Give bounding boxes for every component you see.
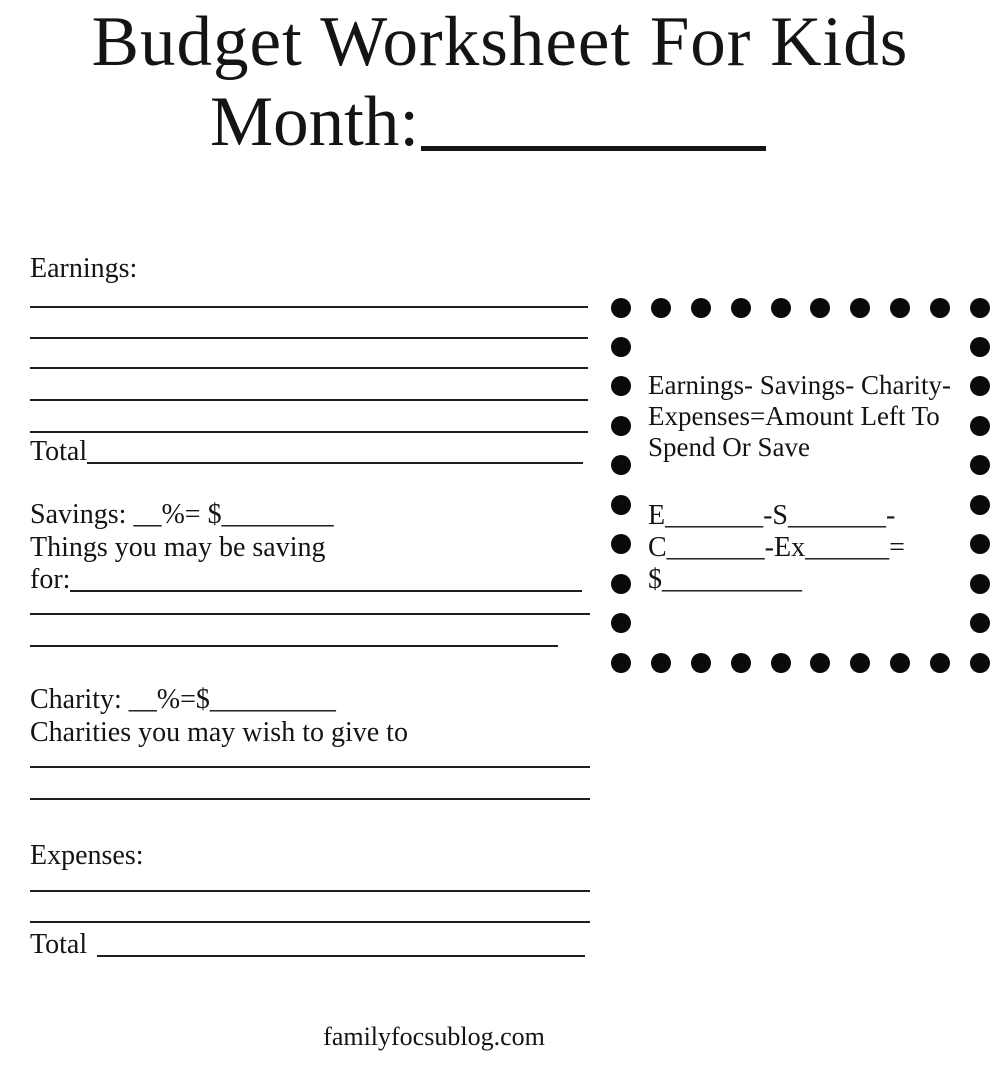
charity-heading: Charity: __%=$_________	[30, 684, 336, 715]
dot	[651, 653, 671, 673]
formula-equation-line: $__________	[648, 564, 802, 595]
writing-line	[30, 890, 590, 892]
dot	[970, 613, 990, 633]
expenses-heading: Expenses:	[30, 840, 144, 871]
savings-prompt: Things you may be saving	[30, 532, 326, 563]
earnings-total-row	[30, 436, 583, 468]
formula-box	[611, 298, 990, 673]
dot	[890, 653, 910, 673]
dot	[850, 653, 870, 673]
dot	[810, 653, 830, 673]
dot	[611, 574, 631, 594]
writing-line	[30, 431, 588, 433]
formula-description-line: Expenses=Amount Left To	[648, 401, 940, 431]
dot	[850, 298, 870, 318]
formula-description	[648, 370, 978, 463]
dotted-border-top	[611, 298, 990, 318]
expenses-total-row	[30, 929, 585, 961]
dot	[970, 653, 990, 673]
month-label: Month:	[210, 83, 420, 161]
writing-line	[30, 399, 588, 401]
dot	[691, 298, 711, 318]
dot	[691, 653, 711, 673]
savings-for-blank-line	[70, 590, 582, 592]
dotted-border-bottom	[611, 653, 990, 673]
earnings-total-label: Total	[30, 436, 88, 467]
dotted-border-left	[611, 337, 631, 633]
writing-line	[30, 337, 588, 339]
dot	[731, 298, 751, 318]
savings-for-row	[30, 564, 582, 596]
writing-line	[30, 921, 590, 923]
dot	[611, 376, 631, 396]
dot	[611, 534, 631, 554]
writing-line	[30, 766, 590, 768]
expenses-total-label: Total	[30, 929, 88, 960]
charity-prompt: Charities you may wish to give to	[30, 717, 408, 748]
formula-equation-line: E_______-S_______-	[648, 500, 896, 531]
dot	[611, 495, 631, 515]
writing-line	[30, 798, 590, 800]
dot	[611, 613, 631, 633]
dot	[651, 298, 671, 318]
month-row	[210, 84, 766, 160]
expenses-total-blank-line	[97, 955, 585, 957]
formula-equation-line: C_______-Ex______=	[648, 532, 905, 563]
dot	[611, 337, 631, 357]
dot	[890, 298, 910, 318]
dot	[970, 298, 990, 318]
dot	[771, 653, 791, 673]
writing-line	[30, 306, 588, 308]
writing-line	[30, 645, 558, 647]
earnings-total-blank-line	[87, 462, 583, 464]
formula-description-line: Spend Or Save	[648, 432, 810, 462]
dot	[970, 337, 990, 357]
dot	[930, 298, 950, 318]
site-credit: familyfocsublog.com	[323, 1022, 545, 1051]
formula-description-line: Earnings- Savings- Charity-	[648, 370, 951, 400]
writing-line	[30, 367, 588, 369]
dot	[611, 298, 631, 318]
dot	[611, 653, 631, 673]
earnings-heading: Earnings:	[30, 253, 138, 284]
dot	[731, 653, 751, 673]
savings-for-label: for:	[30, 564, 71, 595]
writing-line	[30, 613, 590, 615]
dot	[810, 298, 830, 318]
savings-heading: Savings: __%= $________	[30, 499, 334, 530]
dot	[611, 455, 631, 475]
page-title: Budget Worksheet For Kids	[91, 3, 909, 81]
month-blank-line	[421, 146, 766, 151]
formula-equation	[648, 500, 978, 596]
dot	[930, 653, 950, 673]
dot	[611, 416, 631, 436]
dot	[771, 298, 791, 318]
